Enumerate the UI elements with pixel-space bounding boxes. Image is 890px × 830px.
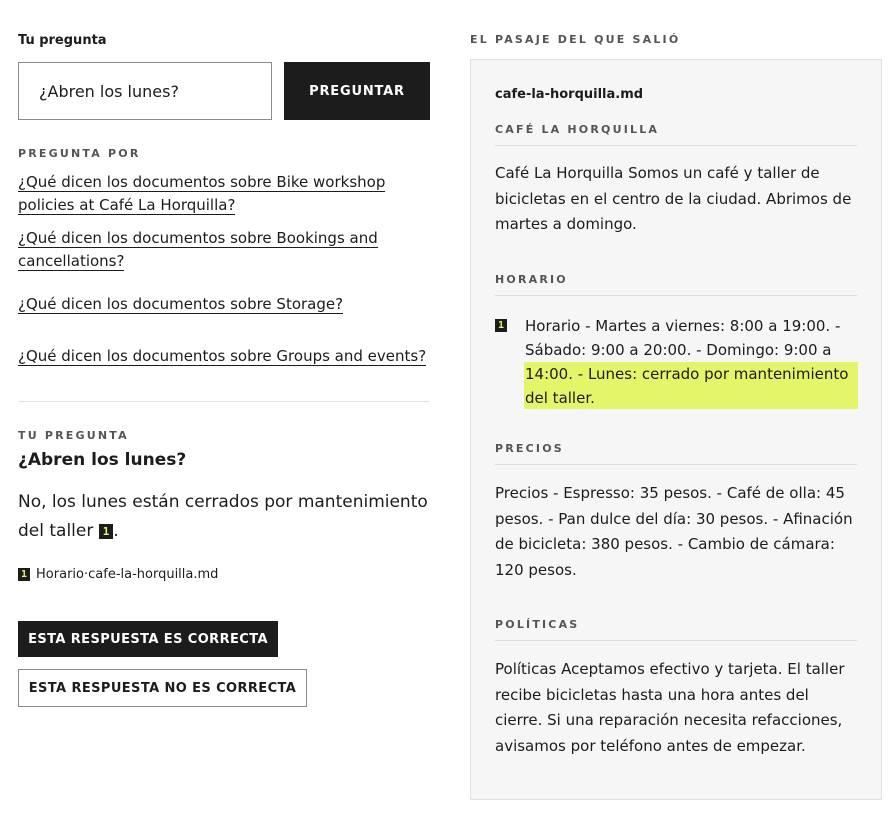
section-text-cafe: Café La Horquilla Somos un café y taller de bicicletas en el centro de la ciudad. Abrimos de martes a domingo. — [495, 164, 852, 233]
suggestion-item — [18, 345, 430, 368]
chunk-citation-badge: 1 — [495, 319, 507, 332]
answer-body: No, los lunes están cerrados por mantenimiento del taller — [18, 492, 428, 541]
section-divider — [18, 401, 430, 402]
suggestion-link-groups[interactable]: ¿Qué dicen los documentos sobre Groups and events? — [18, 347, 427, 365]
suggestion-item — [18, 227, 430, 273]
your-question-label: TU PREGUNTA — [18, 429, 129, 442]
section-heading-horario: HORARIO — [495, 273, 857, 296]
source-separator: · — [83, 567, 89, 582]
section-heading-politicas: POLÍTICAS — [495, 618, 857, 641]
mark-correct-button[interactable]: ESTA RESPUESTA ES CORRECTA — [18, 621, 278, 657]
passage-file-name: cafe-la-horquilla.md — [495, 87, 644, 102]
question-input[interactable] — [18, 62, 272, 120]
mark-incorrect-button[interactable]: ESTA RESPUESTA NO ES CORRECTA — [18, 669, 307, 707]
answer-text — [18, 488, 430, 546]
ask-button[interactable]: PREGUNTAR — [284, 62, 430, 120]
source-reference — [18, 567, 218, 582]
suggestions-label: PREGUNTA POR — [18, 147, 141, 160]
citation-badge[interactable]: 1 — [99, 524, 114, 539]
section-text-horario: Horario - Martes a viernes: 8:00 a 19:00. - Sábado: 9:00 a 20:00. - Domingo: 9:00 a 14:00. - Lunes: cerrado por mantenimiento del taller. — [525, 317, 849, 407]
section-text-precios: Precios - Espresso: 35 pesos. - Café de olla: 45 pesos. - Pan dulce del día: 30 pesos. - Afinación de bicicleta: 380 pesos. - Cambio de cámara: 120 pesos. — [495, 484, 853, 579]
passage-panel — [470, 59, 882, 800]
suggestion-link-storage[interactable]: ¿Qué dicen los documentos sobre Storage? — [18, 295, 344, 313]
suggestion-item — [18, 293, 430, 316]
asked-question: ¿Abren los lunes? — [18, 450, 187, 470]
source-section: Horario — [36, 567, 84, 582]
suggestion-link-bike-workshop[interactable]: ¿Qué dicen los documentos sobre Bike workshop policies at Café La Horquilla? — [18, 173, 386, 214]
source-citation-badge: 1 — [18, 568, 30, 581]
answer-end: . — [113, 521, 119, 541]
passage-label: EL PASAJE DEL QUE SALIÓ — [470, 33, 681, 46]
suggestion-link-bookings[interactable]: ¿Qué dicen los documentos sobre Bookings and cancellations? — [18, 229, 378, 270]
section-text-politicas: Políticas Aceptamos efectivo y tarjeta. El taller recibe bicicletas hasta una hora antes del cierre. Si una reparación necesita refacciones, avisamos por teléfono antes de empezar. — [495, 660, 845, 755]
suggestion-item — [18, 171, 430, 217]
question-label: Tu pregunta — [18, 33, 107, 48]
source-file: cafe-la-horquilla.md — [88, 567, 219, 582]
section-heading-cafe: CAFÉ LA HORQUILLA — [495, 123, 857, 146]
section-heading-precios: PRECIOS — [495, 442, 857, 465]
